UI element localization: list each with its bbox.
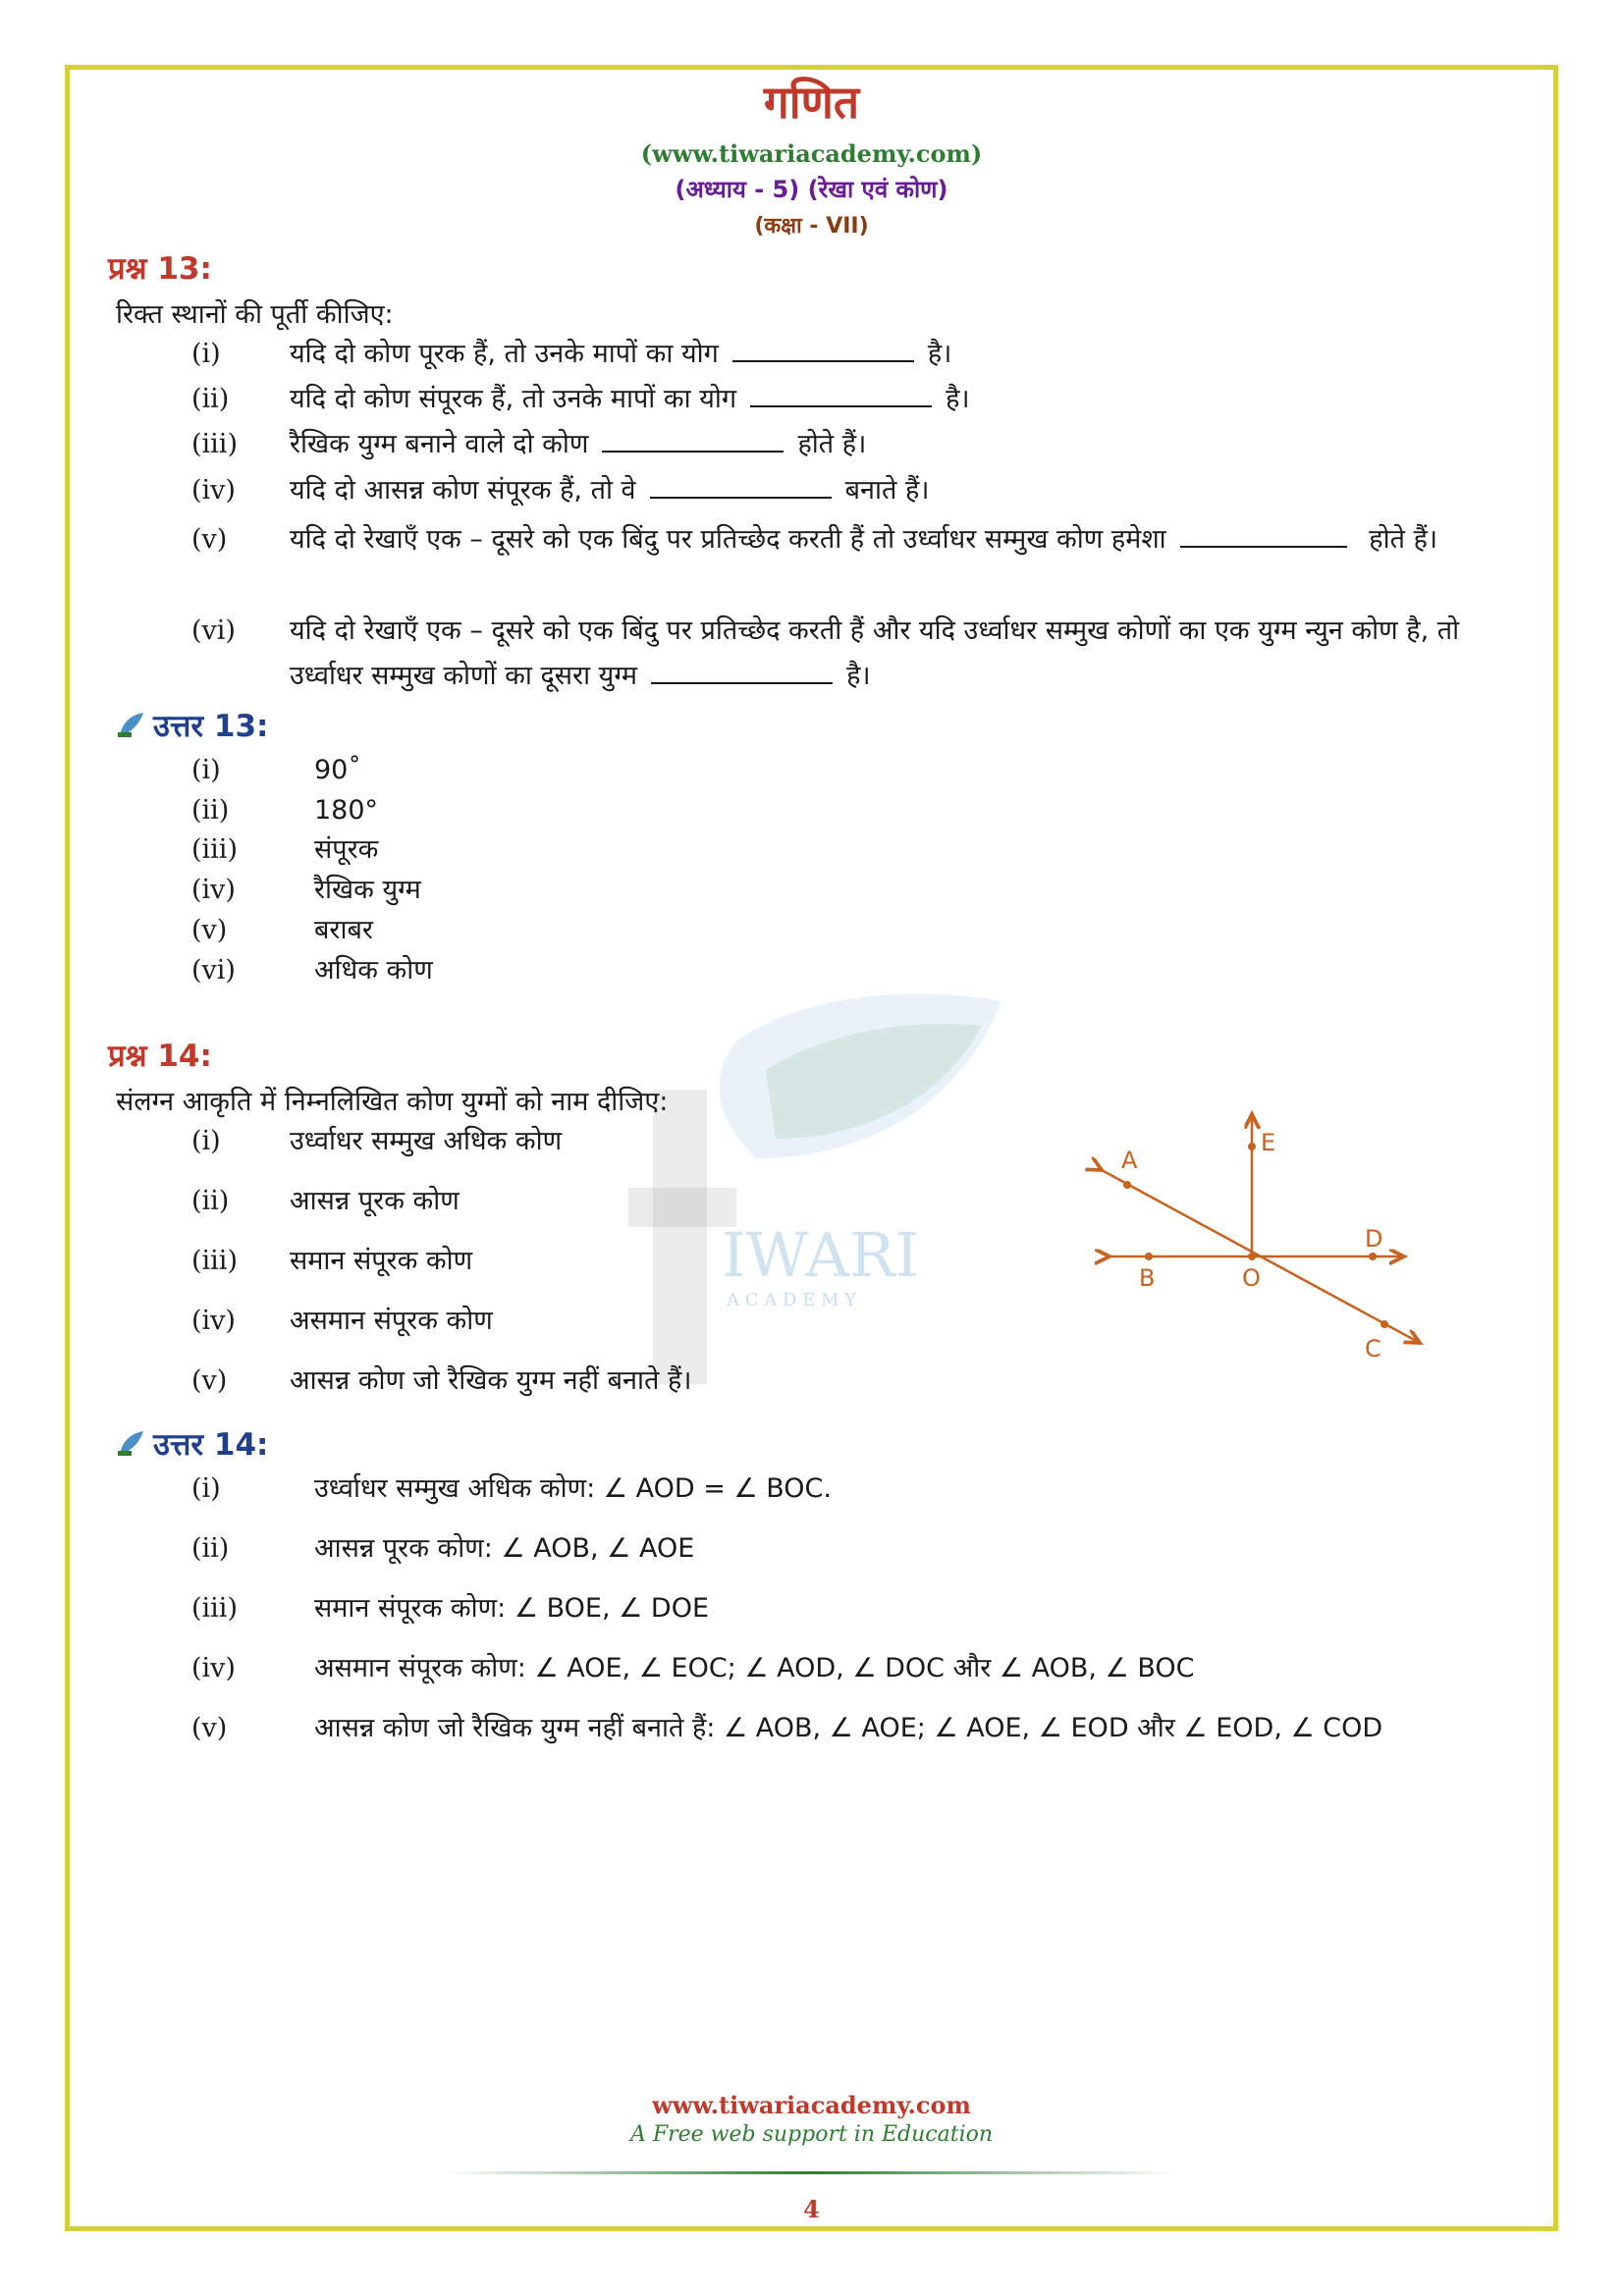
question-13-intro: रिक्त स्थानों की पूर्ती कीजिए: [116, 299, 394, 330]
blank-line [732, 333, 914, 362]
item-text: यदि दो रेखाएँ एक – दूसरे को एक बिंदु पर प्रतिच्छेद करती हैं और यदि उर्ध्वाधर सम्मुख कोणों का एक युग्म न्युन कोण है, तो उर्ध्वाधर सम्मुख कोणों का दूसरा युग्म [290, 615, 1460, 691]
item-text: यदि दो रेखाएँ एक – दूसरे को एक बिंदु पर प्रतिच्छेद करती हैं तो उर्ध्वाधर सम्मुख कोण हमेशा [290, 524, 1166, 555]
item-number: (ii) [191, 1186, 230, 1216]
question-13-heading: प्रश्न 13: [108, 251, 212, 287]
label-a: A [1121, 1147, 1138, 1174]
label-o: O [1242, 1264, 1261, 1292]
item-number: (vi) [191, 955, 236, 986]
item-suffix: बनाते हैं। [844, 475, 930, 506]
label-e: E [1261, 1129, 1276, 1156]
footer-tagline: A Free web support in Education [629, 2122, 994, 2147]
footer-divider [442, 2171, 1178, 2174]
item-number: (iii) [191, 429, 238, 459]
item-text: यदि दो कोण पूरक हैं, तो उनके मापों का योग [290, 339, 719, 369]
blank-line [750, 378, 932, 407]
watermark-sub: A C A D E M Y [727, 1290, 856, 1310]
item-suffix: होते हैं। [1369, 524, 1438, 555]
answer-13-heading [116, 705, 268, 746]
item-number: (iii) [191, 1246, 238, 1276]
item-text: उर्ध्वाधर सम्मुख अधिक कोण [290, 1126, 563, 1156]
item-number: (iii) [191, 834, 238, 865]
item-number: (i) [191, 339, 221, 369]
item-text: बराबर [314, 915, 373, 945]
blank-line [1180, 518, 1347, 548]
point-a [1123, 1181, 1131, 1189]
item-text: अधिक कोण [314, 955, 433, 986]
item-number: (i) [191, 755, 221, 785]
footer-url[interactable]: www.tiwariacademy.com [652, 2091, 971, 2119]
item-text: असमान संपूरक कोण: ∠ AOE, ∠ EOC; ∠ AOD, ∠ DOC और ∠ AOB, ∠ BOC [314, 1653, 1195, 1683]
item-number: (iv) [191, 1653, 236, 1683]
item-text: आसन्न पूरक कोण [290, 1186, 460, 1216]
item-number: (iv) [191, 1306, 236, 1336]
label-c: C [1365, 1335, 1381, 1362]
item-suffix: है। [927, 339, 952, 369]
item-number: (v) [191, 1713, 228, 1743]
item-number: (v) [191, 1365, 228, 1396]
point-o [1248, 1253, 1256, 1260]
tiwari-logo-icon [116, 711, 145, 740]
item-number: (iv) [191, 875, 236, 905]
question-14-heading: प्रश्न 14: [108, 1039, 212, 1074]
blank-line [650, 469, 832, 499]
item-text: रैखिक युग्म [314, 875, 421, 905]
item-number: (i) [191, 1473, 221, 1504]
point-c [1380, 1320, 1388, 1328]
item-suffix: होते हैं। [797, 429, 867, 459]
item-text: उर्ध्वाधर सम्मुख अधिक कोण: ∠ AOD = ∠ BOC. [314, 1473, 832, 1504]
item-number: (v) [191, 915, 228, 945]
item-text: समान संपूरक कोण [290, 1246, 473, 1276]
answer-14-heading [116, 1423, 268, 1465]
item-text: असमान संपूरक कोण [290, 1306, 493, 1336]
chapter-label: (अध्याय - 5) (रेखा एवं कोण) [675, 176, 948, 203]
page-title: गणित [763, 76, 860, 129]
item-text: 90˚ [314, 755, 361, 785]
item-text: यदि दो कोण संपूरक हैं, तो उनके मापों का योग [290, 384, 737, 414]
item-number: (ii) [191, 384, 230, 414]
angle-figure [1080, 1099, 1434, 1374]
question-14-intro: संलग्न आकृति में निम्नलिखित कोण युग्मों को नाम दीजिए: [116, 1087, 669, 1117]
site-url: (www.tiwariacademy.com) [640, 139, 983, 168]
blank-line [651, 655, 833, 684]
point-e [1248, 1143, 1256, 1150]
item-number: (i) [191, 1126, 221, 1156]
item-text: 180° [314, 795, 379, 826]
item-number: (iv) [191, 475, 236, 506]
point-d [1369, 1253, 1377, 1260]
item-number: (iii) [191, 1593, 238, 1624]
answer-14-heading-text: उत्तर 14: [153, 1427, 269, 1463]
item-text: आसन्न कोण जो रैखिक युग्म नहीं बनाते हैं। [290, 1365, 692, 1396]
item-suffix: है। [846, 661, 871, 691]
item-number: (v) [191, 524, 228, 555]
watermark-brand: IWARI [722, 1219, 920, 1291]
item-number: (vi) [191, 615, 236, 646]
item-suffix: है। [946, 384, 970, 414]
item-text: यदि दो आसन्न कोण संपूरक हैं, तो वे [290, 475, 636, 506]
class-label: (कक्षा - VII) [754, 214, 869, 239]
item-text: संपूरक [314, 834, 379, 865]
tiwari-logo-icon [116, 1429, 145, 1459]
answer-13-heading-text: उत्तर 13: [153, 709, 269, 744]
item-text: रैखिक युग्म बनाने वाले दो कोण [290, 429, 589, 459]
item-number: (ii) [191, 1533, 230, 1564]
item-text: समान संपूरक कोण: ∠ BOE, ∠ DOE [314, 1593, 710, 1624]
point-b [1145, 1253, 1153, 1260]
label-b: B [1139, 1264, 1156, 1292]
blank-line [602, 423, 784, 453]
item-text: आसन्न पूरक कोण: ∠ AOB, ∠ AOE [314, 1533, 695, 1564]
item-text: आसन्न कोण जो रैखिक युग्म नहीं बनाते हैं: ∠ AOB, ∠ AOE; ∠ AOE, ∠ EOD और ∠ EOD, ∠ COD [314, 1713, 1383, 1743]
page-number: 4 [803, 2195, 820, 2223]
item-number: (ii) [191, 795, 230, 826]
label-d: D [1365, 1225, 1383, 1253]
